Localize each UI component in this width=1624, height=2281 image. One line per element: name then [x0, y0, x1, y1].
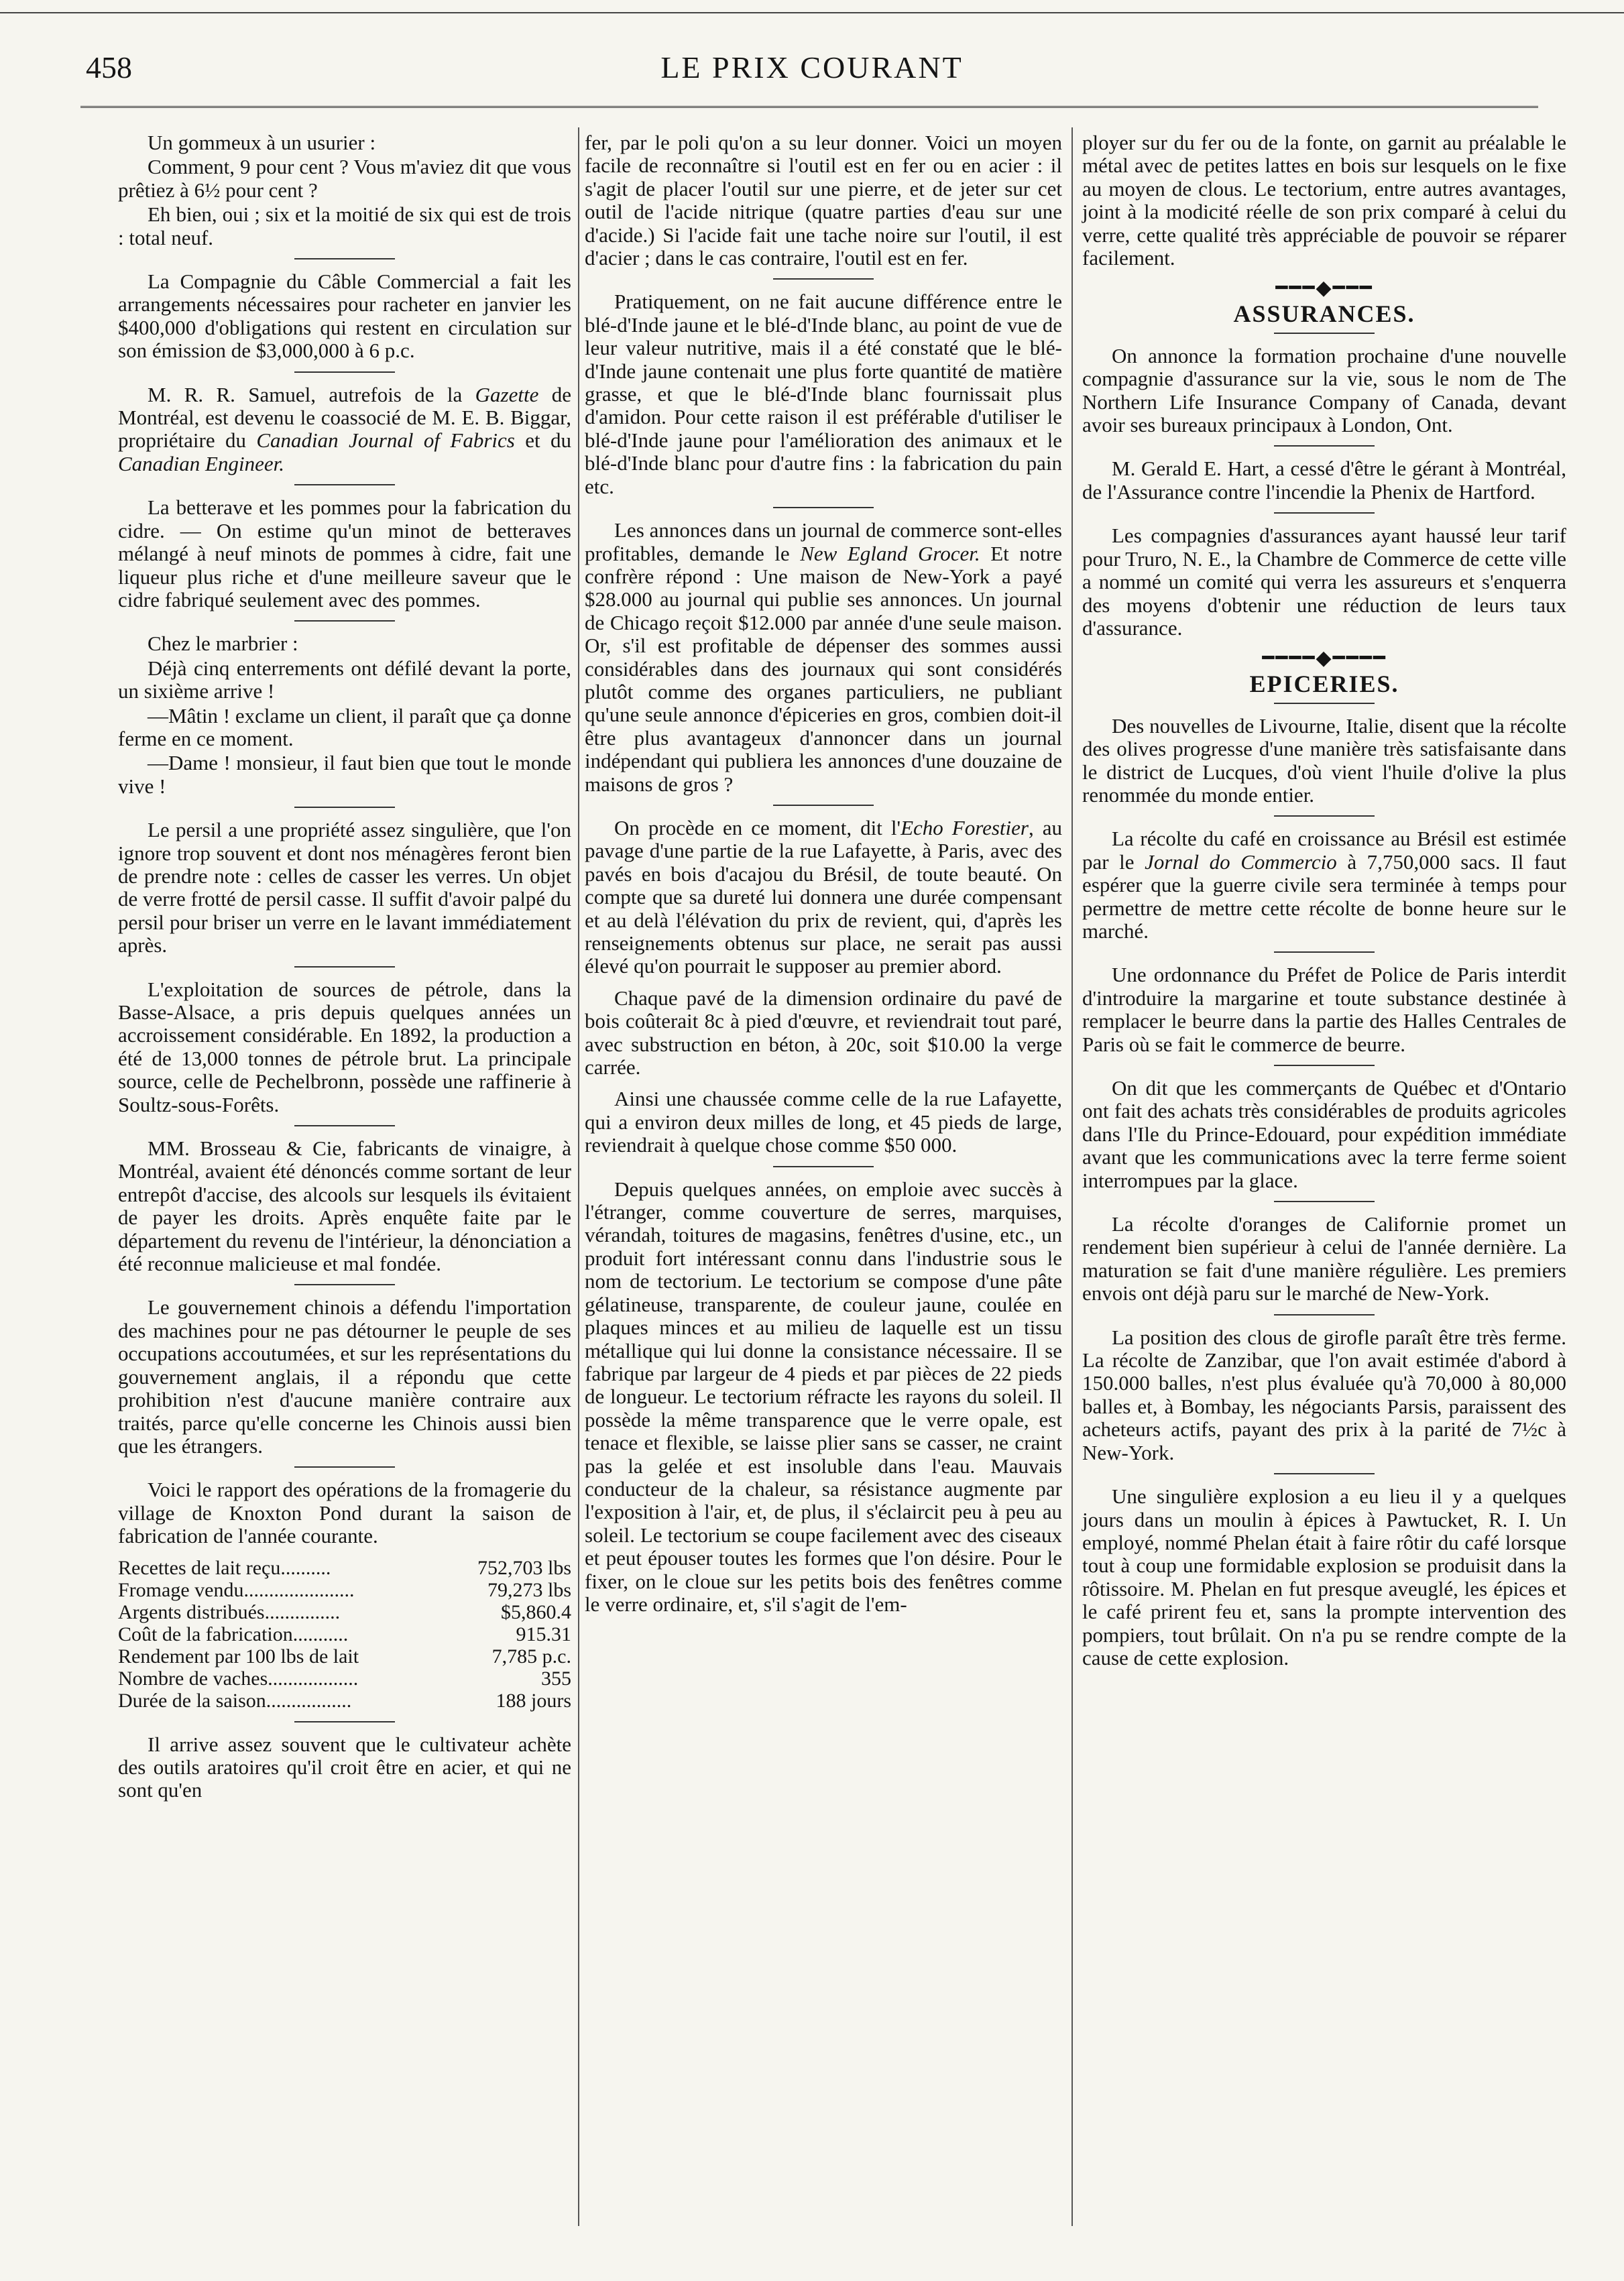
article-paragraph: La betterave et les pommes pour la fabrication du cidre. — On estime qu'un minot de betteraves mélangé à neuf minots de pommes à cidre, fait une liqueur plus riche et d'une meilleure saveur que le cidre fabriqué seulement avec des pommes.	[118, 495, 571, 611]
article-paragraph: Chez le marbrier :	[148, 632, 298, 656]
article-paragraph: ployer sur du fer ou de la fonte, on garnit au préalable le métal avec de petites lattes en bois sur lesquels on le fixe au moyen de clous. Le tectorium, entre autres avantages, joint à la modicité réelle de son prix comparé à celui du verre, cette qualité très appréciable de pouvoir se réparer facilement.	[1082, 131, 1566, 270]
article-paragraph: Pratiquement, on ne fait aucune différence entre le blé-d'Inde jaune et le blé-d'Inde blanc, au point de vue de leur valeur nutritive, mais il a été constaté que le blé-d'Inde jaune contenait une plus forte quantité de matière grasse, et que le blé-d'Inde blanc fournissait plus d'amidon. Pour cette raison il est préférable d'utiliser le blé-d'Inde jaune pour l'amélioration des animaux et le blé-d'Inde blanc pour d'autre fins : la fabrication du pain etc.	[585, 290, 1062, 498]
table-row	[118, 1690, 571, 1712]
article-paragraph: Déjà cinq enterrements ont défilé devant la porte, un sixième arrive !	[118, 656, 571, 703]
article-separator	[294, 620, 395, 622]
page-number: 458	[86, 50, 132, 84]
table-row	[118, 1623, 571, 1645]
article-separator	[294, 807, 395, 808]
ornament-divider-icon: ━━━━◆━━━━	[1262, 647, 1387, 670]
stat-label: Recettes de lait reçu..........	[118, 1556, 331, 1579]
article-paragraph: Une singulière explosion a eu lieu il y a quelques jours dans un moulin à épices à Pawtucket, R. I. Un employé, nommé Phelan était à faire rôtir du café lorsque tout à coup une formidable explosion se produisit dans la rôtissoire. M. Phelan en fut presque aveuglé, les épices et le café prirent feu et, sans la prompte intervention des pompiers, tout brûlait. On n'a pu se rendre compte de la cause de cette explosion.	[1082, 1484, 1566, 1670]
column-rule	[1071, 127, 1073, 2226]
article-separator	[1274, 1473, 1375, 1474]
article-paragraph: Depuis quelques années, on emploie avec succès à l'étranger, comme couverture de serres, marquises, vérandah, toitures de magasins, fenêtres d'usine, etc., un produit fort intéressant connu dans l'industrie sous le nom de tectorium. Le tectorium se compose d'une pâte gélatineuse, transparente, de couleur jaune, coulée en plaques minces et au milieu de laquelle est un tissu métallique qui lui donne la consistance nécessaire. Il se fabrique par largeur de 4 pieds et par pièces de 22 pieds de longueur. Le tectorium réfracte les rayons du soleil. Il possède la même transparence que le verre opale, est tenace et flexible, se laisse plier sans se casser, ne craint pas la gelée et est insoluble dans l'eau. Mauvais conducteur de la chaleur, sa résistance augmente par l'exposition à l'air, et, de plus, il s'éclaircit peu à peu au soleil. Le tectorium se coupe facilement avec des ciseaux et peut épouser toutes les formes que l'on désire. Pour le fixer, on le cloue sur les petits bois des fenêtres comme le verre ordinaire, et, s'il s'agit de l'em-	[585, 1177, 1062, 1616]
article-separator	[294, 1466, 395, 1468]
article-separator	[1274, 1065, 1375, 1066]
article-paragraph: M. R. R. Samuel, autrefois de la Gazette de Montréal, est devenu le coassocié de M. E. B. Biggar, propriétaire du Canadian Journal of Fabrics et du Canadian Engineer.	[118, 382, 571, 475]
article-paragraph: Les compagnies d'assurances ayant haussé leur tarif pour Truro, N. E., la Chambre de Commerce de cette ville a nommé un comité qui verra les assureurs et s'enquerra des moyens d'obtenir une réduction de leurs taux d'assurance.	[1082, 524, 1566, 640]
article-separator	[1274, 512, 1375, 514]
top-border-rule	[0, 12, 1624, 13]
stat-value: $5,860.4	[501, 1600, 571, 1623]
article-paragraph: Le persil a une propriété assez singulière, que l'on ignore trop souvent et dont nos ménagères feront bien de prendre note : celles de casser les verres. Un objet de verre frotté de persil casse. Il suffit d'avoir palpé du persil pour briser un verre en le lavant immédiatement après.	[118, 818, 571, 957]
stat-label: Coût de la fabrication...........	[118, 1623, 349, 1645]
stat-value: 915.31	[516, 1623, 571, 1645]
article-paragraph: Il arrive assez souvent que le cultivateur achète des outils aratoires qu'il croit être en acier, et qui ne sont qu'en	[118, 1732, 571, 1802]
article-separator	[1274, 703, 1375, 704]
article-separator	[294, 484, 395, 485]
article-paragraph: La récolte du café en croissance au Brésil est estimée par le Jornal do Commercio à 7,750,000 sacs. Il faut espérer que la guerre civile sera terminée à temps pour permettre de mettre cette récolte de bonne heure sur le marché.	[1082, 827, 1566, 943]
stat-label: Rendement par 100 lbs de lait	[118, 1645, 359, 1668]
article-paragraph: La position des clous de girofle paraît être très ferme. La récolte de Zanzibar, que l'on avait estimée d'abord à 150.000 balles, n'est plus évaluée qu'à 70,000 à 80,000 balles et, à Bombay, les négociants Parsis, paraissent des acheteurs actifs, payant des prix à la parité de 7½c à New-York.	[1082, 1325, 1566, 1464]
article-separator	[1274, 815, 1375, 817]
article-paragraph: M. Gerald E. Hart, a cessé d'être le gérant à Montréal, de l'Assurance contre l'incendie la Phenix de Hartford.	[1082, 457, 1566, 504]
article-paragraph: Ainsi une chaussée comme celle de la rue Lafayette, qui a environ deux milles de long, et 45 pieds de large, reviendrait à quelque chose comme $50 000.	[585, 1087, 1062, 1157]
column-rule	[578, 127, 579, 2226]
ornament-divider-icon: ━━━◆━━━	[1275, 277, 1373, 300]
article-separator	[1274, 333, 1375, 334]
article-separator	[773, 278, 874, 280]
stat-label: Argents distribués...............	[118, 1600, 341, 1623]
article-separator	[1274, 445, 1375, 447]
article-separator	[294, 966, 395, 968]
article-paragraph: —Dame ! monsieur, il faut bien que tout le monde vive !	[118, 751, 571, 798]
article-separator	[1274, 1201, 1375, 1202]
article-separator	[294, 371, 395, 373]
article-paragraph: La récolte d'oranges de Californie promet un rendement bien supérieur à celui de l'année dernière. La maturation se fait d'une manière régulière. Les premiers envois ont déjà paru sur le marché de New-York.	[1082, 1212, 1566, 1305]
article-paragraph: fer, par le poli qu'on a su leur donner. Voici un moyen facile de reconnaître si l'outil est en fer ou en acier : il s'agit de placer l'outil sur une pierre, et de jeter sur cet outil de l'acide nitrique (quatre parties d'eau sur une d'acide.) Si l'acide fait une tache noire sur l'outil, il est d'acier ; dans le cas contraire, l'outil est en fer.	[585, 131, 1062, 270]
article-separator	[773, 805, 874, 806]
column-left	[118, 131, 571, 1811]
column-right	[1082, 131, 1566, 1678]
article-paragraph: Un gommeux à un usurier :	[148, 131, 376, 154]
cheese-factory-stats-table	[118, 1557, 571, 1712]
article-paragraph: MM. Brosseau & Cie, fabricants de vinaigre, à Montréal, avaient été dénoncés comme sortant de leur entrepôt d'accise, des alcools sur lesquels ils évitaient de payer les droits. Après enquête faite par le département du revenu de l'intérieur, la dénonciation a été reconnue malicieuse et mal fondée.	[118, 1136, 571, 1276]
article-separator	[1274, 951, 1375, 953]
article-paragraph: Des nouvelles de Livourne, Italie, disent que la récolte des olives progresse d'une manière très satisfaisante dans le district de Lucques, d'où vient l'huile d'olive la plus renommée du monde entier.	[1082, 713, 1566, 807]
table-row	[118, 1645, 571, 1668]
table-row	[118, 1668, 571, 1690]
stat-label: Durée de la saison.................	[118, 1689, 352, 1712]
stat-label: Nombre de vaches..................	[118, 1667, 359, 1690]
article-paragraph: Voici le rapport des opérations de la fromagerie du village de Knoxton Pond durant la saison de fabrication de l'année courante.	[118, 1478, 571, 1548]
article-separator	[294, 1721, 395, 1722]
article-paragraph: Comment, 9 pour cent ? Vous m'aviez dit que vous prêtiez à 6½ pour cent ?	[118, 155, 571, 202]
article-paragraph: On procède en ce moment, dit l'Echo Forestier, au pavage d'une partie de la rue Lafayette, à Paris, avec des pavés en bois d'acajou du Brésil, de toute beauté. On compte que sa dureté lui donnera une durée compensant et au delà l'élévation du prix de revient, qui, d'après les renseignements obtenus sur place, ne serait pas aussi élevé qu'on pourrait le supposer au premier abord.	[585, 815, 1062, 978]
stat-value: 79,273 lbs	[487, 1578, 571, 1601]
table-row	[118, 1557, 571, 1579]
section-heading-assurances: ASSURANCES.	[1233, 300, 1415, 328]
article-paragraph: Le gouvernement chinois a défendu l'importation des machines pour ne pas détourner le peuple de ses occupations accoutumées, et sur les représentations du gouvernement anglais, il a répondu que cette prohibition n'est d'aucune manière contraire aux traités, parce qu'elle concerne les Chinois aussi bien que les étrangers.	[118, 1295, 571, 1458]
section-heading-epiceries: EPICERIES.	[1249, 670, 1399, 698]
article-paragraph: La Compagnie du Câble Commercial a fait les arrangements nécessaires pour racheter en janvier les $400,000 d'obligations qui restent en circulation sur son émission de $3,000,000 à 6 p.c.	[118, 270, 571, 363]
stat-label: Fromage vendu......................	[118, 1578, 355, 1601]
article-separator	[1274, 1314, 1375, 1315]
article-paragraph: Les annonces dans un journal de commerce sont-elles profitables, demande le New Egland Grocer. Et notre confrère répond : Une maison de New-York a payé $28.000 au journal qui publie ses annonces. Un journal de Chicago reçoit $12.000 par année d'une seule maison. Or, s'il est profitable de dépenser des sommes aussi considérables dans des journaux qui sont considérés plutôt comme des organes particuliers, ne publiant qu'une seule annonce d'épiceries en gros, combien doit-il être plus avantageux d'annoncer dans un journal indépendant qui publiera les annonces d'une douzaine de maisons de gros ?	[585, 518, 1063, 796]
article-separator	[294, 258, 395, 259]
article-separator	[294, 1284, 395, 1285]
column-middle	[585, 131, 1062, 1625]
table-row	[118, 1579, 571, 1601]
article-paragraph: Une ordonnance du Préfet de Police de Paris interdit d'introduire la margarine et toute substance destinée à remplacer le beurre dans la partie des Halles Centrales de Paris où se fait le commerce de beurre.	[1082, 963, 1566, 1056]
article-separator	[773, 507, 874, 508]
stat-value: 355	[541, 1667, 571, 1690]
stat-value: 188 jours	[496, 1689, 571, 1712]
article-paragraph: —Mâtin ! exclame un client, il paraît que ça donne ferme en ce moment.	[118, 703, 571, 750]
stat-value: 7,785 p.c.	[491, 1645, 571, 1668]
article-paragraph: On dit que les commerçants de Québec et d'Ontario ont fait des achats très considérables de produits agricoles dans l'Ile du Prince-Edouard, pour expédition immédiate avant que les communications avec la terre ferme soient interrompues par la glace.	[1082, 1076, 1566, 1192]
table-row	[118, 1601, 571, 1623]
article-paragraph: L'exploitation de sources de pétrole, dans la Basse-Alsace, a pris depuis quelques années un accroissement considérable. En 1892, la production a été de 13,000 tonnes de pétrole brut. La principale source, celle de Pechelbronn, possède une raffinerie à Soultz-sous-Forêts.	[118, 977, 571, 1116]
article-paragraph: On annonce la formation prochaine d'une nouvelle compagnie d'assurance sur la vie, sous le nom de The Northern Life Insurance Company of Canada, devant avoir ses bureaux principaux à London, Ont.	[1082, 343, 1566, 437]
article-paragraph: Eh bien, oui ; six et la moitié de six qui est de trois : total neuf.	[118, 202, 571, 249]
stat-value: 752,703 lbs	[477, 1556, 571, 1579]
running-title: LE PRIX COURANT	[660, 50, 964, 84]
article-paragraph: Chaque pavé de la dimension ordinaire du pavé de bois coûterait 8c à pied d'œuvre, et reviendrait tout paré, avec substruction en béton, à 20c, soit $10.00 la verge carrée.	[585, 986, 1062, 1079]
article-separator	[294, 1125, 395, 1126]
header-rule	[80, 106, 1538, 108]
article-separator	[773, 1166, 874, 1167]
